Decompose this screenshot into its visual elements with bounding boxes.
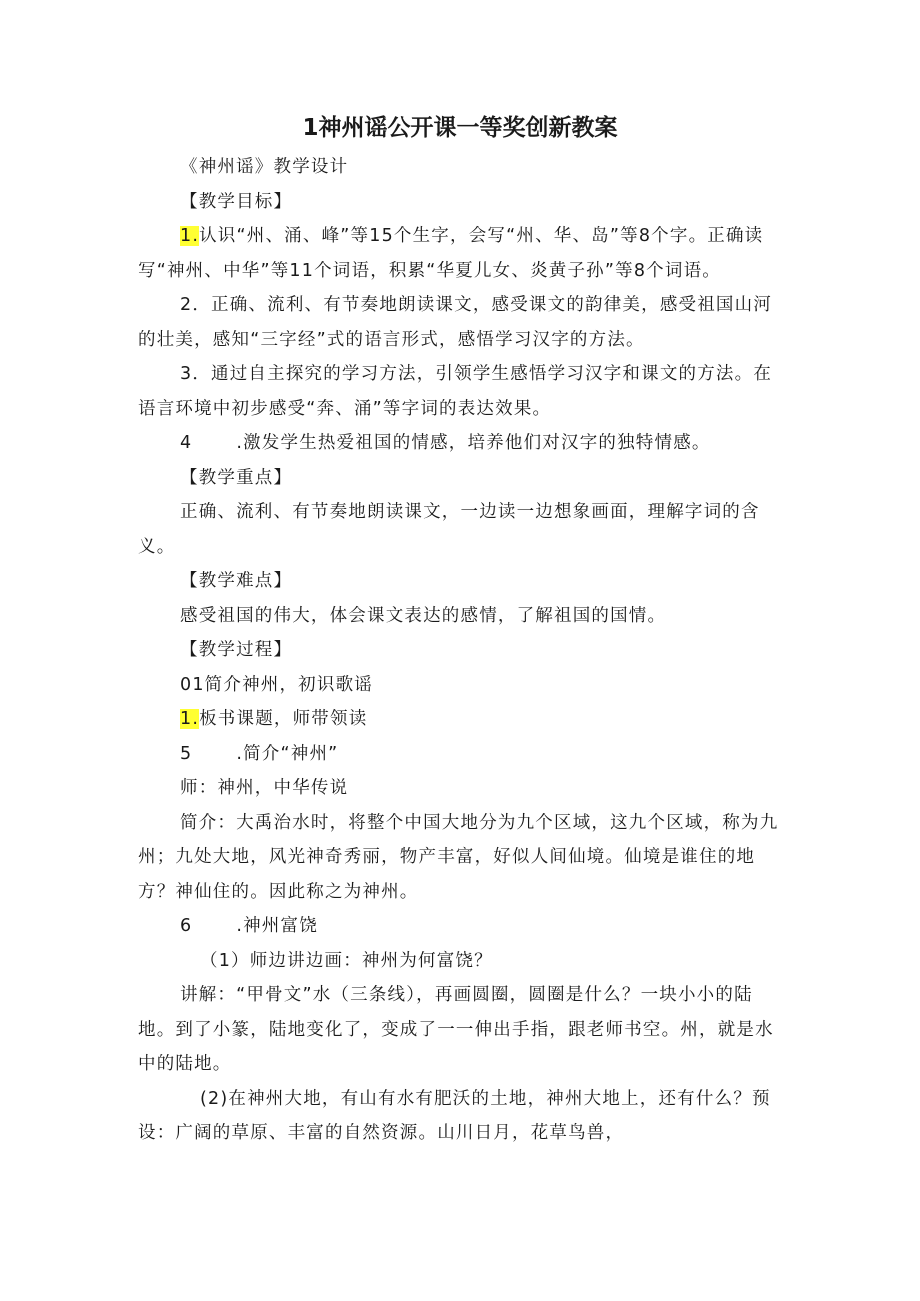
step-6-number: 6: [180, 916, 193, 936]
goal-2: 2．正确、流利、有节奏地朗读课文，感受课文的韵律美，感受祖国山河的壮美，感知“三字经”式的语言形式，感悟学习汉字的方法。: [138, 295, 773, 350]
intro-text: 简介：大禹治水时，将整个中国大地分为九个区域，这九个区域，称为九州；九处大地，风光神奇秀丽，物产丰富，好似人间仙境。仙境是谁住的地方？神仙住的。因此称之为神州。: [138, 812, 779, 902]
step-5-number: 5: [180, 743, 193, 764]
goal-1: [138, 219, 788, 288]
step-1-text: 板书课题，师带领读: [199, 709, 368, 729]
document-title: 1神州谣公开课一等奖创新教案: [302, 115, 618, 141]
sub-item-2: (2)在神州大地，有山有水有肥沃的土地，神州大地上，还有什么？预设：广阔的草原、丰富的自然资源。山川日月，花草鸟兽，: [138, 1088, 771, 1143]
sub-item-1: （1）师边讲边画：神州为何富饶？: [200, 950, 493, 971]
step-6: [138, 909, 788, 944]
document-body: [138, 150, 788, 1151]
step-5: [138, 737, 788, 772]
goal-3: 3．通过自主探究的学习方法，引领学生感悟学习汉字和课文的方法。在语言环境中初步感受“奔、涌”等字词的表达效果。: [138, 364, 773, 419]
highlighted-number: 1.: [180, 709, 200, 729]
key-heading: 【教学重点】: [180, 467, 293, 488]
goal-1-text: 认识“州、涌、峰”等15个生字，会写“州、华、岛”等8个字。正确读写“神州、中华”等11个词语，积累“华夏儿女、炎黄子孙”等8个词语。: [138, 226, 764, 281]
step-6-text: .神州富饶: [236, 916, 318, 936]
teacher-line: 师：神州，中华传说: [180, 778, 349, 798]
step-01: 01简介神州，初识歌谣: [180, 674, 373, 695]
highlighted-number: 1.: [180, 226, 200, 246]
explain-text: 讲解：“甲骨文”水（三条线），再画圆圈，圆圈是什么？一块小小的陆地。到了小篆，陆地变化了，变成了一一伸出手指，跟老师书空。州，就是水中的陆地。: [138, 985, 774, 1074]
step-1: [138, 702, 788, 737]
difficulty-heading: 【教学难点】: [180, 571, 293, 591]
goals-heading: 【教学目标】: [180, 191, 293, 212]
goal-4-number: 4: [180, 433, 193, 453]
goal-4-text: .激发学生热爱祖国的情感，培养他们对汉字的独特情感。: [236, 433, 711, 453]
difficulty-text: 感受祖国的伟大，体会课文表达的感情，了解祖国的国情。: [180, 605, 667, 626]
goal-4: [138, 426, 788, 461]
key-text: 正确、流利、有节奏地朗读课文，一边读一边想象画面，理解字词的含义。: [138, 502, 760, 557]
process-heading: 【教学过程】: [180, 640, 293, 660]
step-5-text: .简介“神州”: [236, 743, 339, 764]
subtitle: 《神州谣》教学设计: [180, 157, 349, 177]
